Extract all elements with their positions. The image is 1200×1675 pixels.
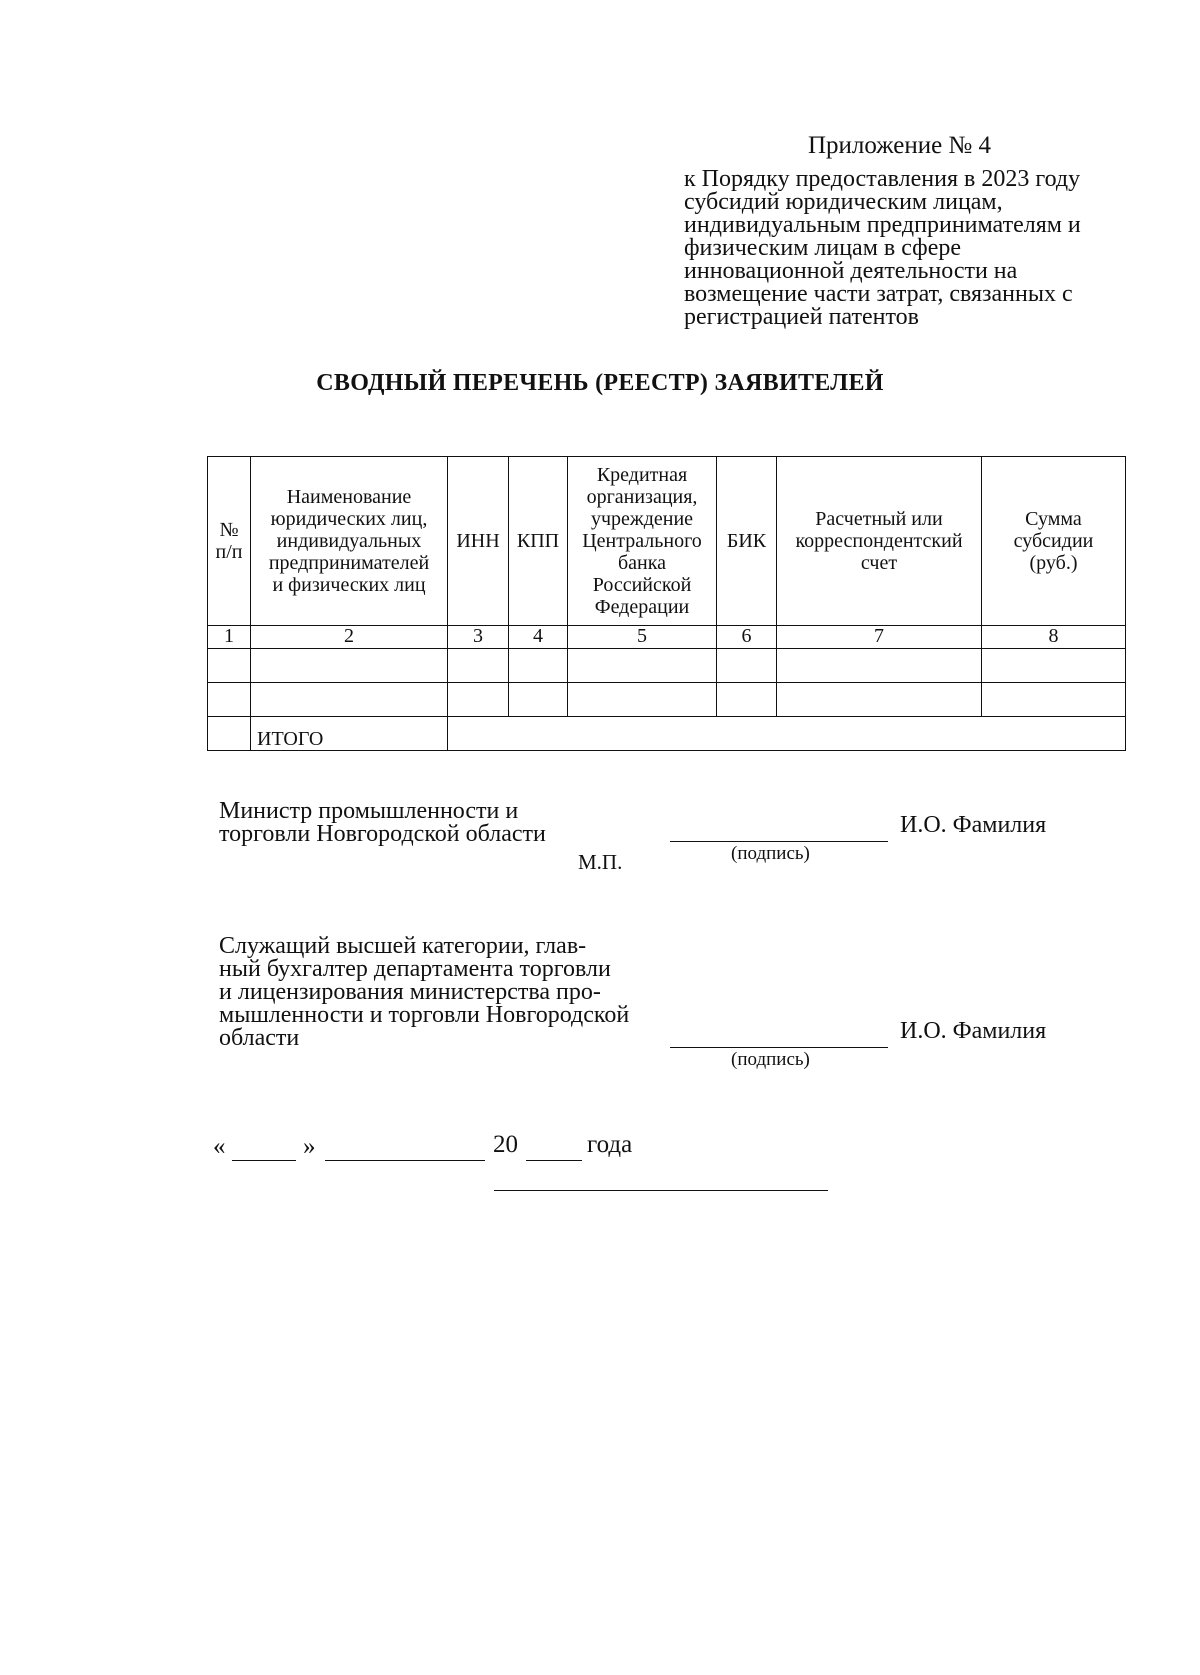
- table-cell: [982, 683, 1126, 717]
- total-label: ИТОГО: [251, 717, 448, 751]
- appendix-line: возмещение части затрат, связанных с: [684, 281, 1073, 307]
- bottom-rule: [494, 1190, 828, 1191]
- appendix-line: физическим лицам в сфере: [684, 235, 962, 261]
- document-title: СВОДНЫЙ ПЕРЕЧЕНЬ (РЕЕСТР) ЗАЯВИТЕЛЕЙ: [316, 370, 884, 396]
- signature-caption-2: (подпись): [731, 1049, 810, 1070]
- column-number: 6: [717, 626, 777, 649]
- header-cell-inn: ИНН: [448, 457, 509, 626]
- signatory-2-title: Служащий высшей категории, глав- ный бухгалтер департамента торговли и лицензирования министерства про- мышленности и торговли Новгородской области: [219, 933, 630, 1051]
- table-cell: [509, 683, 568, 717]
- signature-line-1: [670, 841, 888, 842]
- header-cell-number: № п/п: [208, 457, 251, 626]
- table-cell: [448, 683, 509, 717]
- table-cell: [717, 649, 777, 683]
- table-row: [208, 649, 1126, 683]
- appendix-line: субсидий юридическим лицам,: [684, 189, 1003, 215]
- column-number: 5: [568, 626, 717, 649]
- header-cell-bank: Кредитная организация, учреждение Центрального банка Российской Федерации: [568, 457, 717, 626]
- signatory-1-name: И.О. Фамилия: [900, 812, 1047, 838]
- appendix-line: индивидуальным предпринимателям и: [684, 212, 1081, 238]
- column-number: 2: [251, 626, 448, 649]
- date-year-blank: [526, 1160, 582, 1161]
- table-cell: [251, 683, 448, 717]
- header-cell-kpp: КПП: [509, 457, 568, 626]
- table-header-row: [208, 457, 1126, 626]
- appendix-line: регистрацией патентов: [684, 304, 919, 330]
- table-cell: [717, 683, 777, 717]
- table-cell: [208, 649, 251, 683]
- table-cell: [777, 683, 982, 717]
- date-year-prefix: 20: [493, 1131, 518, 1158]
- date-day-blank: [232, 1160, 296, 1161]
- column-number: 7: [777, 626, 982, 649]
- date-open-quote: «: [213, 1133, 226, 1160]
- table-cell: [777, 649, 982, 683]
- column-number: 3: [448, 626, 509, 649]
- table-cell: [448, 649, 509, 683]
- appendix-line: к Порядку предоставления в 2023 году: [684, 166, 1081, 192]
- column-number: 4: [509, 626, 568, 649]
- table-cell: [568, 683, 717, 717]
- stamp-placeholder: М.П.: [578, 850, 623, 874]
- appendix-description: [684, 168, 1124, 329]
- date-month-blank: [325, 1160, 485, 1161]
- header-cell-name: Наименование юридических лиц, индивидуальных предпринимателей и физических лиц: [251, 457, 448, 626]
- table-row: [208, 683, 1126, 717]
- signature-caption-1: (подпись): [731, 843, 810, 864]
- header-cell-bik: БИК: [717, 457, 777, 626]
- header-cell-subsidy-amount: Сумма субсидии (руб.): [982, 457, 1126, 626]
- header-cell-account: Расчетный или корреспондентский счет: [777, 457, 982, 626]
- appendix-line: инновационной деятельности на: [684, 258, 1018, 284]
- date-suffix: года: [587, 1131, 633, 1158]
- table-cell: [208, 717, 251, 751]
- table-cell: [509, 649, 568, 683]
- table-cell: [568, 649, 717, 683]
- registry-table: [207, 456, 1126, 751]
- table-cell: [982, 649, 1126, 683]
- signatory-2-name: И.О. Фамилия: [900, 1018, 1047, 1044]
- signature-line-2: [670, 1047, 888, 1048]
- table-cell: [208, 683, 251, 717]
- appendix-title: Приложение № 4: [808, 132, 992, 159]
- signatory-1-title: Министр промышленности и торговли Новгородской области: [219, 798, 546, 847]
- total-value-cell: [448, 717, 1126, 751]
- column-number: 1: [208, 626, 251, 649]
- date-close-quote: »: [303, 1133, 316, 1160]
- column-number: 8: [982, 626, 1126, 649]
- table-cell: [251, 649, 448, 683]
- total-row: [208, 717, 1126, 751]
- column-number-row: [208, 626, 1126, 649]
